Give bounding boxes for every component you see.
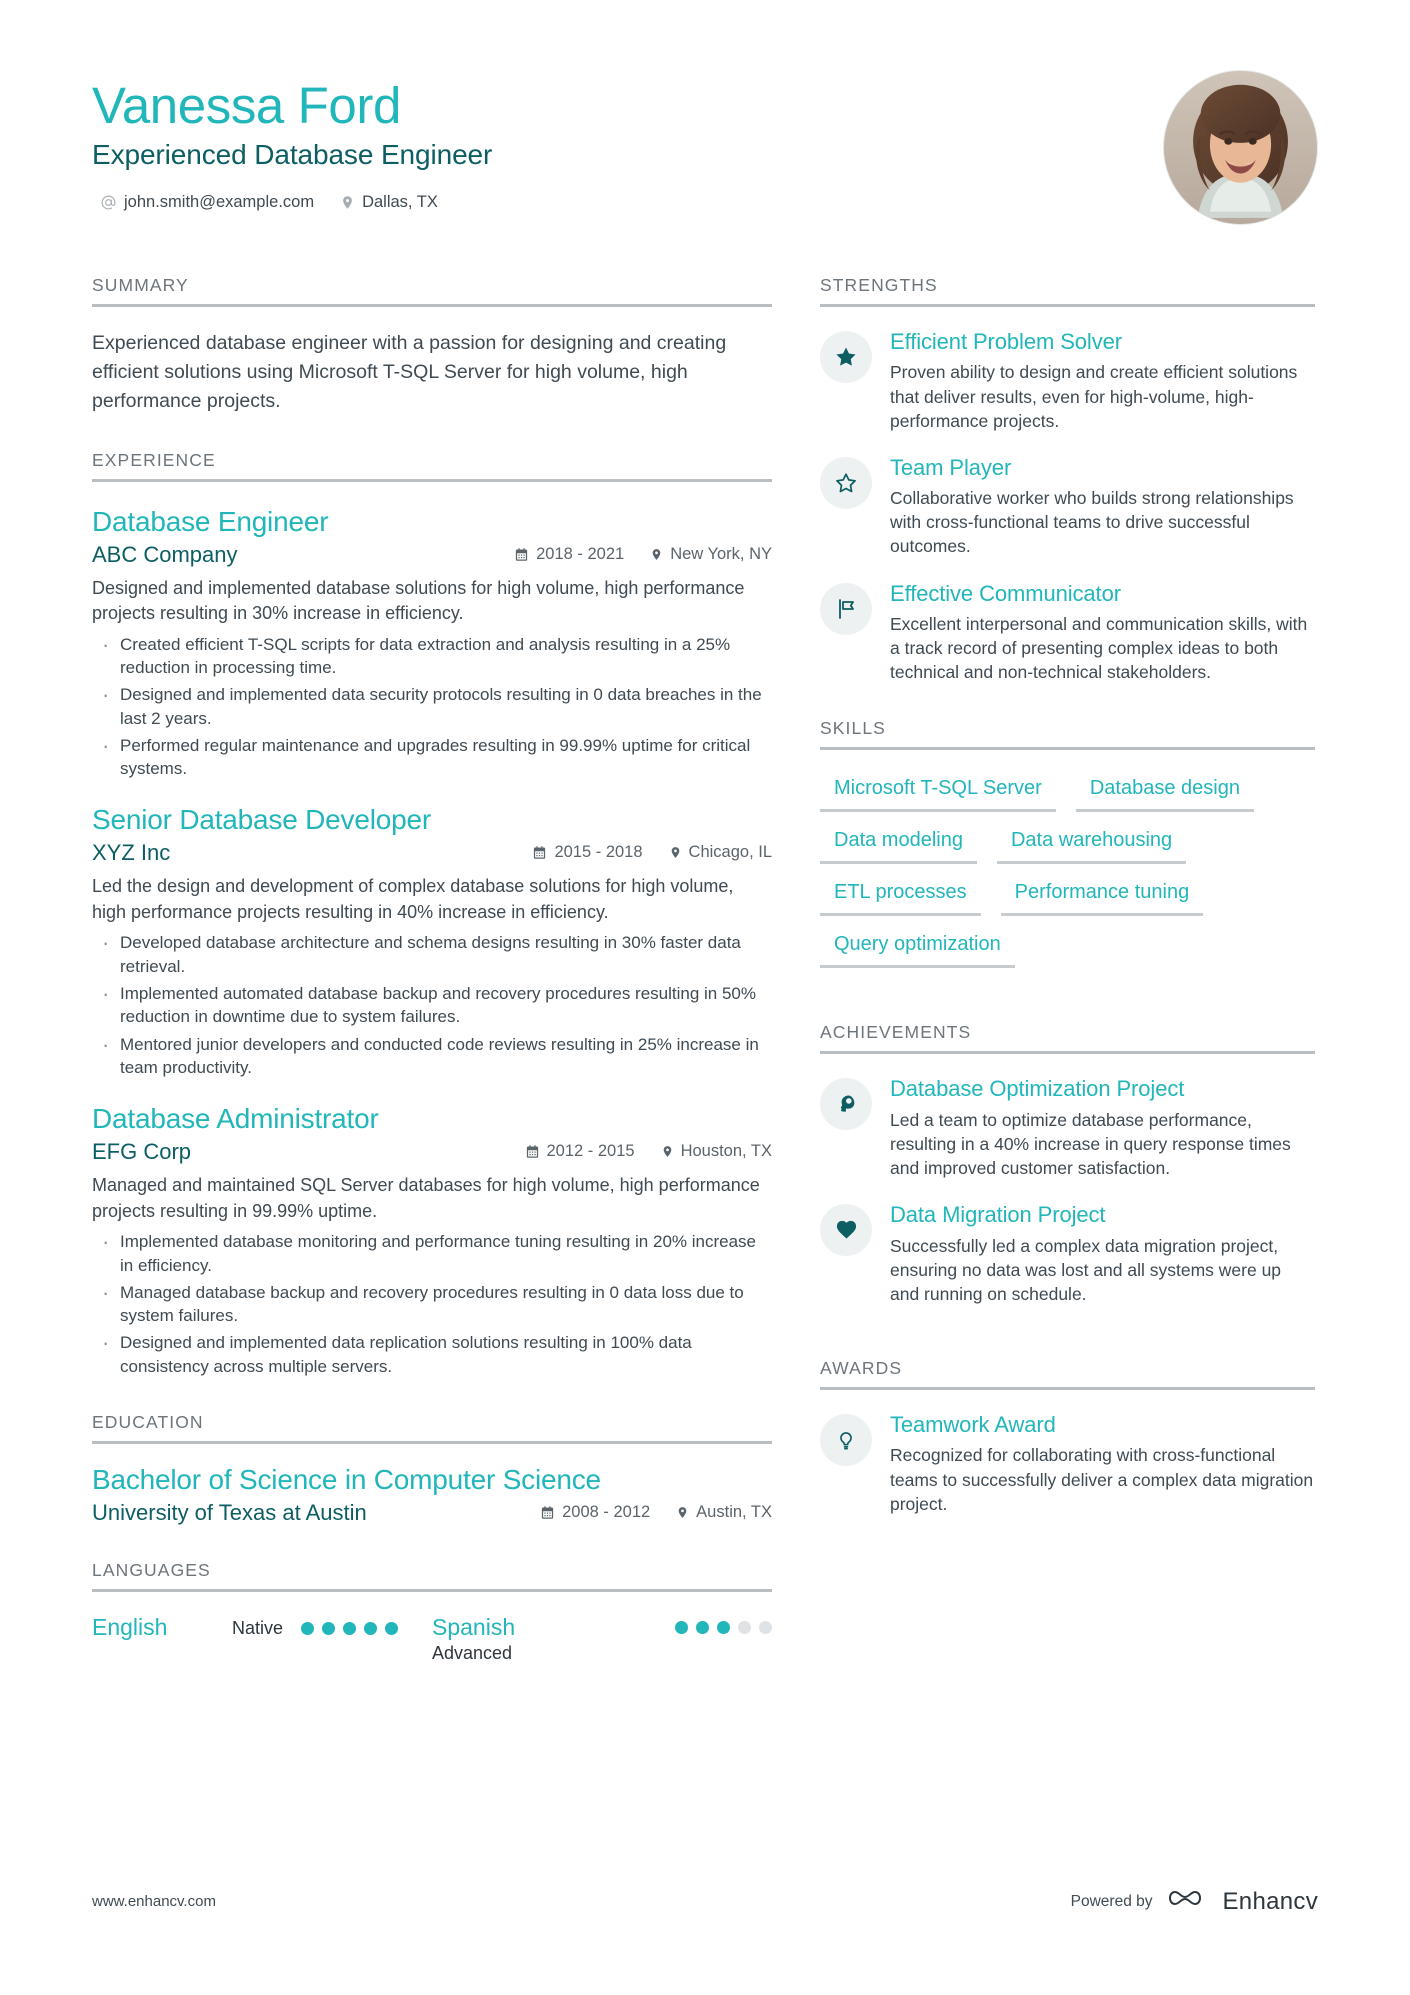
skill-tag: Microsoft T-SQL Server (820, 774, 1056, 812)
award-body (890, 1412, 1315, 1516)
experience-entry (92, 804, 772, 1079)
job-bullets (92, 931, 772, 1079)
job-role: Senior Database Developer (92, 804, 431, 836)
education-school: University of Texas at Austin (92, 1499, 367, 1525)
left-column (92, 275, 772, 1698)
star-outline-icon (820, 457, 872, 509)
strength-body (890, 455, 1315, 559)
job-location-text: New York, NY (670, 544, 772, 563)
job-location (661, 1142, 772, 1161)
language-entry (432, 1614, 772, 1664)
job-description: Managed and maintained SQL Server databases for high volume, high performance projects resulting in 99.99% uptime. (92, 1175, 760, 1221)
language-dots (301, 1622, 398, 1635)
flag-icon (820, 583, 872, 635)
strength-body (890, 329, 1315, 433)
job-dates-text: 2018 - 2021 (536, 544, 625, 563)
achievement-entry (820, 1076, 1315, 1180)
strength-entry (820, 455, 1315, 559)
heart-icon (820, 1204, 872, 1256)
languages-grid (92, 1614, 772, 1664)
avatar-photo (1164, 71, 1317, 224)
section-awards (820, 1358, 1315, 1516)
calendar-icon (532, 845, 547, 860)
list-item: · Developed database architecture and schema designs resulting in 30% faster data retrieval. (92, 931, 772, 978)
skill-tag: Data warehousing (997, 826, 1186, 864)
header-identity (92, 70, 492, 212)
section-skills (820, 718, 1315, 968)
head-idea-icon (820, 1078, 872, 1130)
page-title: Vanessa Ford (92, 77, 401, 134)
achievement-text: Successfully led a complex data migration project, ensuring no data was lost and all systems were up and running on schedule. (890, 1235, 1282, 1304)
divider (92, 1589, 772, 1592)
header-subtitle: Experienced Database Engineer (92, 139, 493, 171)
map-pin-icon (661, 1144, 674, 1159)
strength-title: Team Player (890, 454, 1012, 480)
divider (820, 1051, 1315, 1054)
skills-list (820, 774, 1315, 968)
list-item: · Created efficient T-SQL scripts for data extraction and analysis resulting in a 25% reduction in processing time. (92, 633, 772, 680)
section-education (92, 1412, 772, 1526)
brand-name: Enhancv (1222, 1887, 1318, 1915)
achievement-text: Led a team to optimize database performance, resulting in a 40% increase in query response times and improved customer satisfaction. (890, 1109, 1291, 1179)
achievement-entry (820, 1202, 1315, 1306)
language-name: Spanish (432, 1613, 516, 1640)
language-top (432, 1614, 772, 1642)
contact-location-text: Dallas, TX (362, 193, 438, 212)
achievement-title: Database Optimization Project (890, 1076, 1185, 1102)
job-dates-text: 2012 - 2015 (546, 1142, 635, 1161)
language-entry (92, 1614, 432, 1664)
resume-header (92, 70, 1318, 225)
skill-tag: Database design (1076, 774, 1254, 812)
divider (92, 479, 772, 482)
list-item: · Mentored junior developers and conducted code reviews resulting in 25% increase in team productivity. (92, 1033, 772, 1080)
job-dates-text: 2015 - 2018 (554, 843, 643, 862)
job-location-text: Chicago, IL (688, 843, 772, 862)
job-dates (532, 843, 642, 862)
divider (820, 304, 1315, 307)
experience-entry (92, 1103, 772, 1378)
education-dates (540, 1503, 650, 1522)
map-pin-icon (676, 1505, 689, 1520)
at-icon (100, 194, 117, 211)
strength-text: Excellent interpersonal and communication skills, with a track record of presenting complex ideas to both technical and non-technical stakeholders. (890, 614, 1308, 683)
job-dates (514, 545, 624, 564)
job-role: Database Administrator (92, 1103, 379, 1135)
list-item: · Designed and implemented data replication solutions resulting in 100% data consistency across multiple servers. (92, 1331, 772, 1378)
strength-title: Efficient Problem Solver (890, 329, 1122, 354)
job-company: EFG Corp (92, 1139, 192, 1165)
map-pin-icon (340, 194, 355, 211)
summary-text: Experienced database engineer with a passion for designing and creating efficient solutions using Microsoft T-SQL Server for high volume, high performance projects. (92, 332, 727, 412)
contact-email-text: john.smith@example.com (124, 193, 315, 212)
section-heading-strengths: STRENGTHS (820, 275, 938, 295)
strength-text: Collaborative worker who builds strong relationships with cross-functional teams to drive successful outcomes. (890, 488, 1294, 557)
enhancv-logo-icon (1169, 1886, 1213, 1917)
language-level: Advanced (432, 1642, 513, 1663)
list-item: · Managed database backup and recovery procedures resulting in 0 data loss due to system failures. (92, 1281, 772, 1328)
footer-url[interactable]: www.enhancv.com (92, 1893, 216, 1910)
achievement-body (890, 1202, 1315, 1306)
section-heading-awards: AWARDS (820, 1358, 903, 1379)
skill-tag: Performance tuning (1001, 878, 1204, 916)
section-heading-achievements: ACHIEVEMENTS (820, 1022, 972, 1043)
job-meta (92, 542, 772, 568)
avatar (1163, 70, 1318, 225)
job-location (650, 545, 772, 564)
strength-title: Effective Communicator (890, 580, 1121, 606)
job-description: Designed and implemented database solutions for high volume, high performance projects resulting in 30% increase in efficiency. (92, 577, 745, 624)
skill-tag: ETL processes (820, 878, 981, 916)
section-heading-experience: EXPERIENCE (92, 449, 216, 470)
calendar-icon (540, 1505, 555, 1520)
resume-body (92, 275, 1318, 1698)
language-dots (675, 1621, 772, 1634)
list-item: · Implemented database monitoring and performance tuning resulting in 20% increase in efficiency. (92, 1230, 772, 1277)
job-description: Led the design and development of complex database solutions for high volume, high performance projects resulting in 40% increase in efficiency. (92, 876, 734, 922)
job-bullets (92, 633, 772, 781)
job-bullets (92, 1230, 772, 1378)
job-meta (92, 1139, 772, 1165)
divider (92, 304, 772, 307)
job-role: Database Engineer (92, 505, 329, 537)
education-dates-text: 2008 - 2012 (562, 1502, 651, 1521)
strength-entry (820, 581, 1315, 685)
strength-text: Proven ability to design and create efficient solutions that deliver results, even for high-volume, high-performance projects. (890, 362, 1298, 431)
job-location (669, 843, 772, 862)
job-meta-right (525, 1142, 773, 1161)
job-meta-right (532, 843, 772, 862)
section-heading-skills: SKILLS (820, 718, 886, 739)
job-dates (525, 1142, 635, 1161)
dot (343, 1622, 356, 1635)
lightbulb-icon (820, 1414, 872, 1466)
footer-brand-area (1071, 1886, 1318, 1917)
divider (820, 747, 1315, 750)
job-company: XYZ Inc (92, 840, 171, 866)
skill-tag: Data modeling (820, 826, 977, 864)
strength-body (890, 581, 1315, 685)
calendar-icon (514, 547, 529, 562)
language-rating (232, 1614, 398, 1639)
divider (820, 1387, 1315, 1390)
dot (759, 1621, 772, 1634)
education-entry (92, 1464, 772, 1526)
award-text: Recognized for collaborating with cross-functional teams to successfully deliver a complex data migration project. (890, 1445, 1314, 1514)
dot (738, 1621, 751, 1634)
calendar-icon (525, 1144, 540, 1159)
skill-tag: Query optimization (820, 930, 1015, 968)
job-meta-right (514, 545, 772, 564)
map-pin-icon (669, 845, 682, 860)
education-degree: Bachelor of Science in Computer Science (92, 1463, 601, 1495)
language-name: English (92, 1613, 168, 1640)
map-pin-icon (650, 547, 663, 562)
section-experience (92, 450, 772, 1378)
star-filled-icon (820, 331, 872, 383)
section-summary (92, 275, 772, 416)
dot (364, 1622, 377, 1635)
education-location (676, 1503, 772, 1522)
contact-row (92, 193, 492, 212)
award-title: Teamwork Award (890, 1412, 1056, 1438)
job-company: ABC Company (92, 541, 238, 567)
job-meta (92, 840, 772, 866)
dot (322, 1622, 335, 1635)
powered-by-label: Powered by (1070, 1892, 1153, 1910)
list-item: · Performed regular maintenance and upgrades resulting in 99.99% uptime for critical systems. (92, 734, 772, 781)
brand (1169, 1886, 1319, 1917)
list-item: · Implemented automated database backup and recovery procedures resulting in 50% reduction in downtime due to system failures. (92, 982, 772, 1029)
achievement-title: Data Migration Project (890, 1202, 1106, 1228)
right-column (820, 275, 1315, 1550)
section-strengths (820, 275, 1315, 684)
contact-location (340, 193, 438, 212)
page-footer (92, 1886, 1318, 1917)
strength-entry (820, 329, 1315, 433)
dot (301, 1622, 314, 1635)
education-location-text: Austin, TX (696, 1502, 772, 1521)
education-meta-right (540, 1503, 772, 1522)
divider (92, 1441, 772, 1444)
language-level: Native (232, 1617, 284, 1638)
section-heading-summary: SUMMARY (92, 275, 189, 295)
achievement-body (890, 1076, 1315, 1180)
award-entry (820, 1412, 1315, 1516)
section-heading-languages: LANGUAGES (92, 1559, 211, 1580)
section-languages (92, 1560, 772, 1664)
job-location-text: Houston, TX (680, 1142, 772, 1161)
dot (385, 1622, 398, 1635)
education-meta (92, 1500, 772, 1526)
dot (717, 1621, 730, 1634)
section-achievements (820, 1022, 1315, 1306)
dot (696, 1621, 709, 1634)
dot (675, 1621, 688, 1634)
experience-entry (92, 506, 772, 781)
contact-email[interactable] (100, 193, 314, 212)
section-heading-education: EDUCATION (92, 1411, 204, 1432)
list-item: · Designed and implemented data security protocols resulting in 0 data breaches in the last 2 years. (92, 683, 772, 730)
